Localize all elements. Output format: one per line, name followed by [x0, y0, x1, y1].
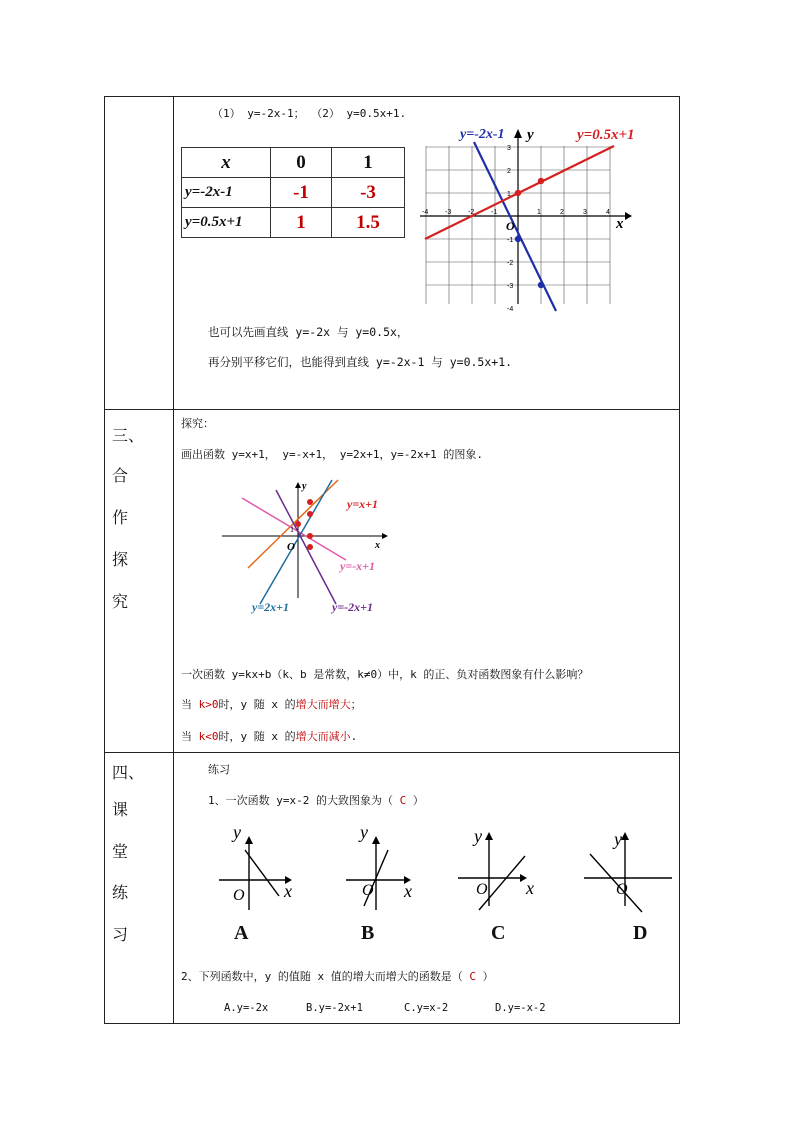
choice-b: B.y=-2x+1 — [306, 1002, 363, 1014]
x-axis-label: x — [404, 881, 412, 901]
option-letter-d: D — [633, 922, 648, 944]
choice-c: C.y=x-2 — [404, 1002, 449, 1014]
x-axis-label: x — [616, 216, 624, 232]
x-tick-label: 4 — [606, 209, 610, 216]
origin-label: O — [506, 219, 515, 233]
side-label-3-char: 究 — [112, 592, 129, 611]
problem-statement: （1） y=-2x-1； （2） y=0.5x+1. — [212, 107, 407, 120]
side-label-3-num: 三、 — [112, 426, 145, 445]
y-axis-label: y — [474, 826, 482, 846]
side-label-4-char: 堂 — [112, 842, 129, 861]
note-line-2: 再分别平移它们，也能得到直线 y=-2x-1 与 y=0.5x+1. — [208, 355, 513, 369]
row-label-line1: y=-2x-1 — [182, 178, 271, 208]
y-axis-arrow — [372, 836, 380, 844]
point — [307, 544, 313, 550]
y-tick-label: -3 — [507, 283, 514, 290]
origin-label: O — [233, 887, 245, 904]
option-graph-d — [582, 820, 680, 920]
y-axis-label: y — [527, 127, 534, 143]
point — [295, 521, 301, 527]
side-label-3-char: 合 — [112, 466, 129, 485]
tick-one: 1 — [290, 525, 294, 534]
x-tick-label: 2 — [560, 209, 564, 216]
label-line1: y=-2x-1 — [460, 127, 505, 142]
table-header-x: x — [182, 148, 271, 178]
y-axis-label: y — [233, 822, 241, 842]
option-graph-b — [342, 820, 427, 920]
point — [307, 511, 313, 517]
question-1: 1、一次函数 y=x-2 的大致图象为（ C ） — [208, 794, 424, 807]
note-line-1: 也可以先画直线 y=-2x 与 y=0.5x， — [208, 325, 409, 339]
four-lines-graph — [220, 476, 400, 616]
y-tick-label: -4 — [507, 306, 514, 313]
y-axis-arrow — [295, 482, 301, 488]
y-axis-arrow — [621, 832, 629, 840]
x-tick-label: -2 — [468, 209, 475, 216]
x-axis-label: x — [284, 881, 292, 901]
label-y-2x-1: y=2x+1 — [252, 600, 290, 614]
label-y-neg2x-1: y=-2x+1 — [332, 600, 373, 614]
option-letter-a: A — [234, 922, 249, 944]
question-2: 2、下列函数中，y 的值随 x 值的增大而增大的函数是（ C ） — [181, 970, 494, 983]
y-axis-arrow — [485, 832, 493, 840]
x-tick-label: 3 — [583, 209, 587, 216]
choice-a: A.y=-2x — [224, 1002, 269, 1014]
x-axis-arrow — [625, 212, 632, 220]
explore-task: 画出函数 y=x+1， y=-x+1， y=2x+1，y=-2x+1 的图象. — [181, 448, 484, 461]
side-label-4-num: 四、 — [112, 763, 145, 782]
table-header-1: 1 — [332, 148, 405, 178]
side-label-4-char: 练 — [112, 883, 129, 902]
cell-value: -3 — [332, 178, 405, 208]
point — [515, 236, 521, 242]
column-divider — [173, 96, 174, 1024]
y-tick-label: -1 — [507, 237, 514, 244]
y-tick-label: -2 — [507, 260, 514, 267]
y-axis-arrow — [514, 129, 522, 138]
x-tick-label: -1 — [491, 209, 498, 216]
conclusion-positive: 当 k>0时，y 随 x 的增大而增大； — [181, 698, 362, 711]
explore-heading: 探究： — [181, 417, 214, 430]
graph-line — [245, 850, 279, 896]
origin-label: O — [362, 882, 374, 899]
y-axis-label: y — [302, 481, 307, 492]
value-table — [181, 147, 405, 238]
x-tick-label: 1 — [537, 209, 541, 216]
option-letter-b: B — [361, 922, 375, 944]
side-label-4-char: 课 — [112, 800, 129, 819]
y-tick-label: 3 — [507, 145, 511, 152]
line-graph — [420, 124, 655, 324]
option-letter-c: C — [491, 922, 506, 944]
label-y-x-1: y=x+1 — [347, 497, 379, 511]
line-y-2x-1 — [260, 480, 332, 604]
x-tick-label: -4 — [422, 209, 429, 216]
y-tick-label: 2 — [507, 168, 511, 175]
option-graph-c — [456, 820, 546, 920]
x-tick-label: -3 — [445, 209, 452, 216]
origin-label: O — [287, 541, 295, 553]
row-label-line2: y=0.5x+1 — [182, 208, 271, 238]
origin-label: O — [476, 881, 488, 898]
x-axis-arrow — [382, 533, 388, 539]
choice-d: D.y=-x-2 — [495, 1002, 546, 1014]
conclusion-negative: 当 k<0时，y 随 x 的增大而减小. — [181, 730, 358, 743]
point — [538, 178, 544, 184]
side-label-3-char: 作 — [112, 508, 129, 527]
cell-value: 1.5 — [332, 208, 405, 238]
point — [515, 190, 521, 196]
point — [307, 533, 313, 539]
row-divider-2 — [104, 752, 680, 753]
option-graph-a — [215, 820, 300, 920]
cell-value: 1 — [271, 208, 332, 238]
row-divider-1 — [104, 409, 680, 410]
origin-label: O — [616, 881, 628, 898]
y-axis-label: y — [614, 829, 622, 849]
side-label-3-char: 探 — [112, 550, 129, 569]
x-axis-label: x — [526, 878, 534, 898]
point — [307, 499, 313, 505]
cell-value: -1 — [271, 178, 332, 208]
table-header-0: 0 — [271, 148, 332, 178]
y-axis-label: y — [360, 822, 368, 842]
practice-heading: 练习 — [208, 763, 230, 776]
line-y-neg2x-1 — [276, 490, 336, 604]
y-tick-label: 1 — [507, 191, 511, 198]
slope-question: 一次函数 y=kx+b（k、b 是常数，k≠0）中，k 的正、负对函数图象有什么影响？ — [181, 668, 589, 681]
x-axis-label: x — [375, 540, 380, 551]
side-label-4-char: 习 — [112, 925, 129, 944]
y-axis-arrow — [245, 836, 253, 844]
label-y-neg-x-1: y=-x+1 — [340, 559, 375, 573]
label-line2: y=0.5x+1 — [577, 127, 635, 143]
point — [538, 282, 544, 288]
